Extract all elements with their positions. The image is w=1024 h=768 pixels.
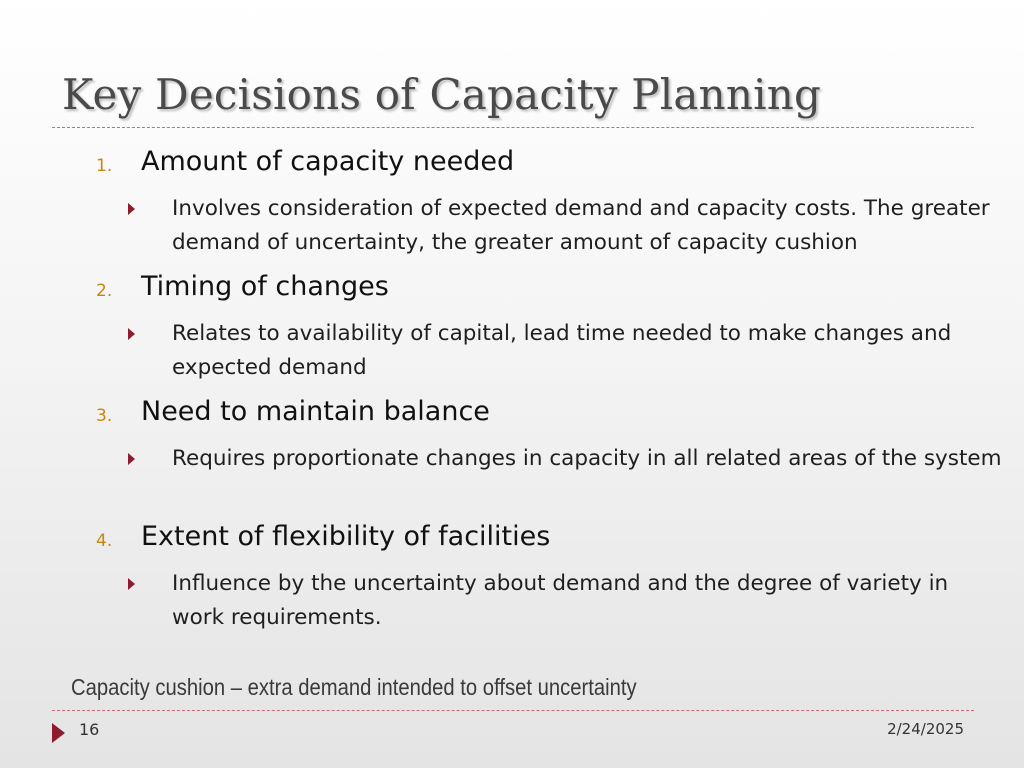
item-heading: Amount of capacity needed xyxy=(141,146,515,177)
slide-title: Key Decisions of Capacity Planning xyxy=(62,70,822,119)
triangle-right-icon xyxy=(128,328,135,340)
title-divider xyxy=(52,127,974,128)
item-heading: Timing of changes xyxy=(141,271,389,302)
item-detail: Relates to availability of capital, lead time needed to make changes and expected demand xyxy=(172,321,952,380)
triangle-right-icon xyxy=(128,453,135,465)
item-number: 4. xyxy=(96,531,113,551)
item-number: 3. xyxy=(96,406,113,426)
item-heading: Need to maintain balance xyxy=(141,396,490,427)
triangle-right-icon xyxy=(52,723,65,743)
item-detail: Influence by the uncertainty about demand and the degree of variety in work requirements. xyxy=(172,571,949,630)
definition-note: Capacity cushion – extra demand intended to offset uncertainty xyxy=(71,674,637,700)
slide-date: 2/24/2025 xyxy=(887,720,964,738)
footer-divider xyxy=(52,710,974,711)
item-detail: Requires proportionate changes in capacity in all related areas of the system xyxy=(172,446,1002,471)
page-number: 16 xyxy=(79,720,100,739)
item-heading: Extent of flexibility of facilities xyxy=(141,521,551,552)
triangle-right-icon xyxy=(128,578,135,590)
item-number: 2. xyxy=(96,281,113,301)
triangle-right-icon xyxy=(128,203,135,215)
item-detail: Involves consideration of expected demand and capacity costs. The greater demand of uncertainty, the greater amount of capacity cushion xyxy=(172,196,990,255)
item-number: 1. xyxy=(96,156,113,176)
